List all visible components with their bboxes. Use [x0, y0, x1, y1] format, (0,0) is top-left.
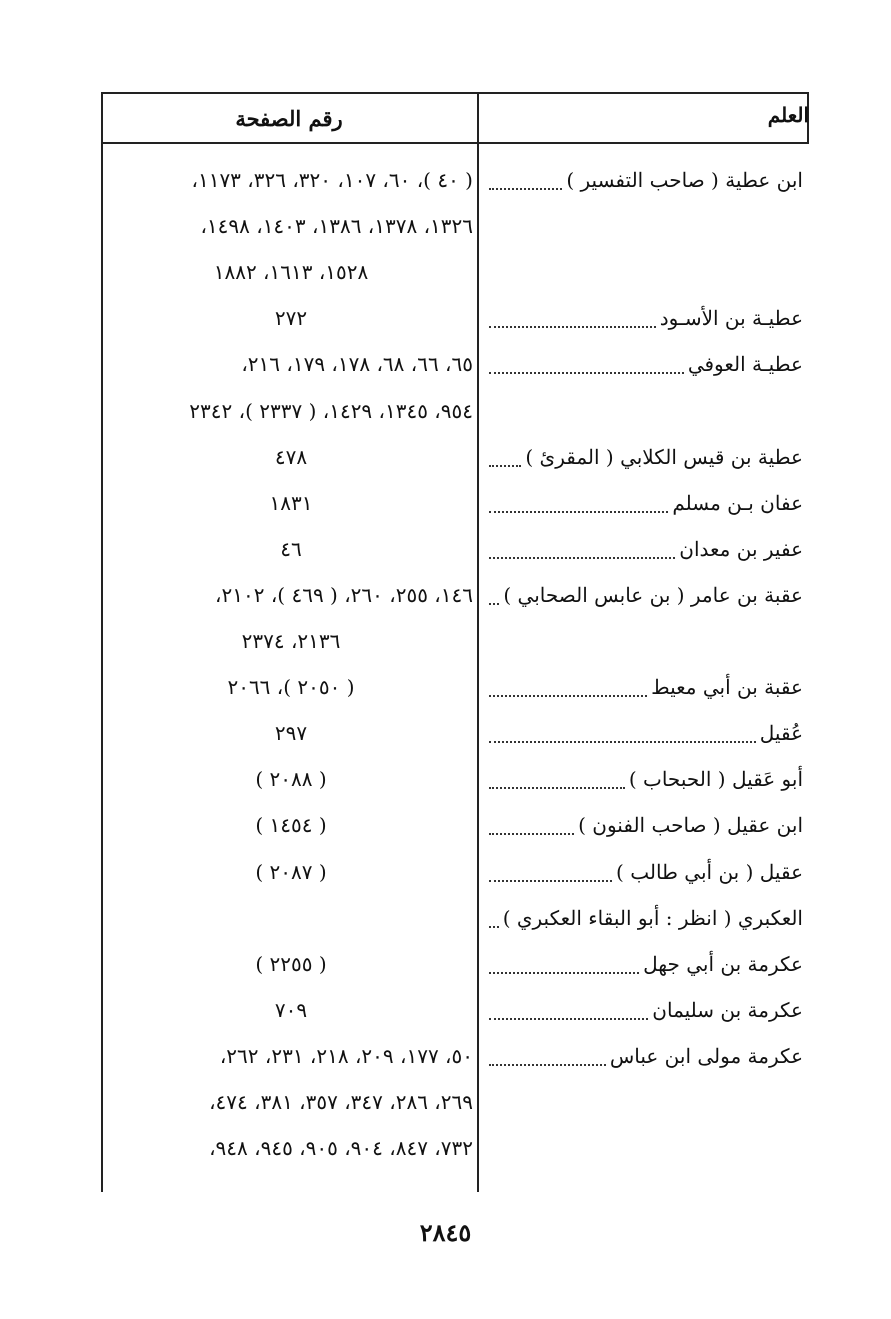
- row-pages: ٢٦٩، ٢٨٦، ٣٤٧، ٣٥٧، ٣٨١، ٤٧٤،: [209, 1090, 473, 1114]
- row-pages: ١٣٢٦، ١٣٧٨، ١٣٨٦، ١٤٠٣، ١٤٩٨،: [200, 214, 473, 239]
- row-pages: ٢٩٧: [274, 721, 308, 746]
- row-name-label: عطيـة بن الأسـود: [659, 306, 803, 331]
- row-pages: ٥٠، ١٧٧، ٢٠٩، ٢١٨، ٢٣١، ٢٦٢،: [219, 1043, 473, 1068]
- leader-dots: [489, 188, 562, 190]
- row-name-label: عُقيل: [759, 721, 803, 746]
- row-name-label: عكرمة مولى ابن عباس: [609, 1043, 803, 1068]
- row-name-label: عفير بن معدان: [679, 536, 803, 561]
- table-row: [101, 480, 809, 526]
- row-pages: [109, 895, 473, 941]
- row-name: [485, 895, 803, 941]
- row-name-label: ابن عطية ( صاحب التفسير ): [566, 168, 803, 192]
- table-row: [101, 572, 809, 618]
- row-pages: ٢١٣٦، ٢٣٧٤: [241, 629, 341, 653]
- table-row: [101, 802, 809, 848]
- table-row: [101, 756, 809, 802]
- row-pages: ٤٦: [280, 536, 302, 561]
- row-name-label: عفان بـن مسلم: [672, 490, 803, 515]
- page-number: ٢٨٤٥: [419, 1218, 472, 1247]
- table-row: [101, 434, 809, 480]
- table-header-border: [101, 142, 809, 144]
- row-pages: ( ٤٠ )، ٦٠، ١٠٧، ٣٢٠، ٣٢٦، ١١٧٣،: [191, 168, 473, 192]
- row-name: [485, 710, 803, 756]
- table-row: [101, 1125, 809, 1171]
- table-row: [101, 1033, 809, 1079]
- leader-dots: [489, 880, 612, 882]
- row-pages: ٦٥، ٦٦، ٦٨، ١٧٨، ١٧٩، ٢١٦،: [241, 352, 473, 377]
- leader-dots: [489, 326, 656, 328]
- table-row: [101, 1079, 809, 1125]
- row-pages: ( ٢٠٨٧ ): [255, 859, 327, 884]
- row-name-label: عقبة بن أبي معيط: [651, 675, 803, 700]
- table-row: [101, 295, 809, 341]
- row-name-label: ابن عقيل ( صاحب الفنون ): [578, 813, 803, 838]
- leader-dots: [489, 465, 521, 467]
- leader-dots: [489, 741, 756, 743]
- row-pages: ٧٠٩: [274, 997, 308, 1022]
- row-name: [485, 802, 803, 848]
- table-row: [101, 987, 809, 1033]
- leader-dots: [489, 1064, 606, 1066]
- row-pages: ( ٢٢٥٥ ): [255, 951, 327, 976]
- row-name: [485, 434, 803, 480]
- row-name-label: عطيـة العوفي: [687, 352, 803, 377]
- table-row: [101, 526, 809, 572]
- row-name: [485, 1033, 803, 1079]
- table-row: [101, 203, 809, 249]
- leader-dots: [489, 787, 625, 789]
- row-name-label: عطية بن قيس الكلابي ( المقرئ ): [525, 444, 803, 469]
- row-name: [485, 341, 803, 387]
- row-name: [485, 941, 803, 987]
- row-name: [485, 664, 803, 710]
- row-pages: ١٨٣١: [269, 490, 313, 515]
- table-row: [101, 941, 809, 987]
- row-name: [485, 572, 803, 618]
- row-name: [485, 987, 803, 1033]
- table-row: [101, 895, 809, 941]
- leader-dots: [489, 695, 647, 697]
- row-pages: ٧٣٢، ٨٤٧، ٩٠٤، ٩٠٥، ٩٤٥، ٩٤٨،: [209, 1136, 473, 1161]
- leader-dots: [489, 972, 639, 974]
- row-name-label: عقبة بن عامر ( بن عابس الصحابي ): [503, 582, 803, 607]
- index-table: [101, 92, 809, 1192]
- row-name: [485, 756, 803, 802]
- row-name: [485, 480, 803, 526]
- leader-dots: [489, 511, 668, 513]
- row-pages: ١٤٦، ٢٥٥، ٢٦٠، ( ٤٦٩ )، ٢١٠٢،: [215, 582, 473, 607]
- table-row: [101, 664, 809, 710]
- row-name: [485, 526, 803, 572]
- row-pages: ( ٢٠٨٨ ): [255, 767, 327, 792]
- row-name-label: العكبري ( انظر : أبو البقاء العكبري ): [502, 905, 803, 930]
- table-row: [101, 157, 809, 203]
- row-pages: ٤٧٨: [274, 444, 308, 469]
- header-page-column: رقم الصفحة: [235, 106, 343, 131]
- row-pages: ( ١٤٥٤ ): [255, 813, 327, 838]
- row-name-label: عقيل ( بن أبي طالب ): [616, 859, 803, 884]
- row-name-label: عكرمة بن أبي جهل: [643, 951, 803, 976]
- row-name: [485, 849, 803, 895]
- leader-dots: [489, 1018, 648, 1020]
- leader-dots: [489, 603, 499, 605]
- table-row: [101, 341, 809, 387]
- table-row: [101, 249, 809, 295]
- row-pages: ١٥٢٨، ١٦١٣، ١٨٨٢: [213, 260, 369, 285]
- row-pages: ٢٧٢: [274, 306, 308, 331]
- table-row: [101, 710, 809, 756]
- leader-dots: [489, 926, 499, 928]
- leader-dots: [489, 833, 574, 835]
- table-row: [101, 618, 809, 664]
- table-row: [101, 388, 809, 434]
- row-pages: ( ٢٠٥٠ )، ٢٠٦٦: [227, 675, 355, 700]
- row-name-label: عكرمة بن سليمان: [652, 997, 803, 1022]
- row-name: [485, 295, 803, 341]
- table-row: [101, 849, 809, 895]
- row-pages: ٩٥٤، ١٣٤٥، ١٤٢٩، ( ٢٣٣٧ )، ٢٣٤٢: [189, 398, 473, 423]
- row-name-label: أبو عَقيل ( الحبحاب ): [628, 767, 803, 792]
- leader-dots: [489, 372, 684, 374]
- row-name: [485, 157, 803, 203]
- header-name-column: العلم: [767, 103, 809, 127]
- leader-dots: [489, 557, 675, 559]
